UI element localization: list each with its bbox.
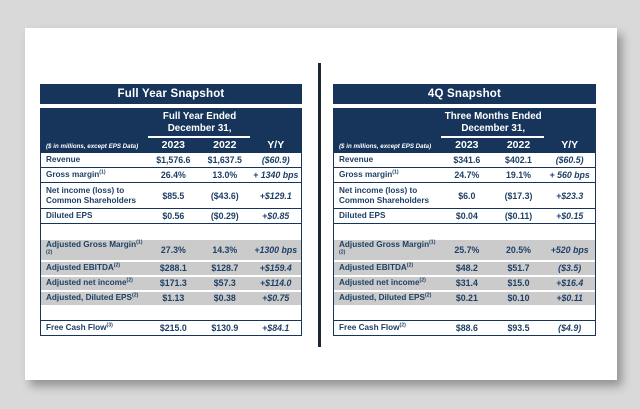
table-row [334,262,595,275]
value-yoy: + 1340 bps [253,170,299,180]
value-2023: $85.5 [162,190,185,201]
row-label: Adjusted Gross Margin$^{(1)(2)}$ [339,239,436,256]
row-label: Adjusted net income$^{(2)}$ [339,277,426,288]
footnote-marker: (2) [113,262,121,269]
table-row [334,209,595,224]
row-label: Revenue [339,155,374,165]
full-year-header-band [41,109,301,153]
column-header-2023: 2023 [161,139,185,151]
row-label: Gross margin$^{(1)}$ [339,169,399,180]
column-header-row [334,139,595,152]
row-label: Gross margin$^{(1)}$ [46,169,106,180]
value-2022: $51.7 [507,263,530,274]
units-note: ($ in millions, except EPS Data) [339,143,432,150]
value-2023: 25.7% [454,244,480,255]
value-2022: ($0.11) [504,211,533,221]
footnote-marker: (1)(2) [339,239,436,256]
table-row [334,240,595,260]
table-row [334,277,595,290]
period-heading [148,111,252,135]
value-2023: $0.21 [455,293,478,304]
value-yoy: + 560 bps [549,170,590,180]
value-yoy: +$23.3 [556,190,584,201]
fourth-quarter-header-band [334,109,595,153]
value-2022: 19.1% [506,170,531,180]
value-2023: 26.4% [160,170,186,180]
value-2023: $0.56 [162,211,185,221]
value-2023: $171.3 [159,278,187,289]
value-2022: ($43.6) [210,190,239,201]
table-row [334,321,595,335]
row-label: Net income (loss) to Common Shareholders [46,185,137,205]
value-2023: $0.04 [455,211,478,221]
column-header-yy: Y/Y [561,139,579,151]
fourth-quarter-rows [334,153,595,335]
footnote-marker: (2) [419,277,426,284]
table-row [41,209,301,224]
column-header-row [41,139,301,152]
row-label: Adjusted net income$^{(2)}$ [46,277,133,288]
full-year-title-bar: Full Year Snapshot [40,84,302,104]
value-yoy: +$16.4 [556,278,584,289]
spacer-row [41,307,301,321]
value-2023: $215.0 [159,322,187,333]
period-line1: Full Year Ended [162,111,237,122]
row-label: Diluted EPS [339,211,386,221]
value-2022: ($0.29) [210,211,239,221]
financial-snapshot-card [25,28,617,380]
row-label: Free Cash Flow$^{(3)}$ [46,322,113,332]
value-yoy: +$159.4 [259,263,292,274]
value-yoy: ($60.5) [555,155,584,165]
value-yoy: +$129.1 [259,190,292,201]
column-header-2022: 2022 [213,139,237,151]
period-line2: December 31, [461,122,526,134]
value-2023: 27.3% [160,244,186,255]
table-row [334,292,595,305]
value-2022: 14.3% [212,244,238,255]
spacer-row [334,224,595,240]
units-note: ($ in millions, except EPS Data) [46,143,139,150]
value-2022: ($17.3) [504,190,533,201]
row-label: Revenue [46,155,81,165]
value-2023: $6.0 [458,190,476,201]
fourth-quarter-table [333,108,596,336]
table-row [41,168,301,183]
value-2022: $57.3 [213,278,236,289]
value-2023: 24.7% [454,170,480,180]
value-2023: $31.4 [455,278,478,289]
spacer-row [334,307,595,321]
table-row [41,153,301,168]
row-label: Adjusted, Diluted EPS$^{(2)}$ [339,292,432,303]
footnote-marker: (1) [392,169,399,176]
value-2022: $15.0 [507,278,530,289]
period-heading [441,111,545,135]
row-label: Adjusted EBITDA$^{(2)}$ [339,262,414,273]
full-year-rows [41,153,301,335]
value-2022: $128.7 [211,263,239,274]
value-2022: 20.5% [506,244,531,255]
value-2022: $0.10 [507,293,530,304]
row-label: Diluted EPS [46,211,93,221]
value-yoy: ($4.9) [558,322,582,333]
footnote-marker: (2) [399,322,406,329]
period-underline [441,136,544,138]
footnote-marker: (1)(2) [46,239,143,256]
table-row [41,292,301,305]
footnote-marker: (1) [99,169,106,176]
value-yoy: +$114.0 [260,278,292,289]
footnote-marker: (2) [131,292,139,299]
row-label: Net income (loss) to Common Shareholders [339,185,430,205]
table-row [41,262,301,275]
period-line1: Three Months Ended [444,111,542,122]
row-label: Adjusted, Diluted EPS$^{(2)}$ [46,292,139,303]
value-yoy: ($60.9) [261,155,290,165]
footnote-marker: (2) [126,277,133,284]
spacer-row [41,224,301,240]
value-yoy: +$0.11 [556,293,583,304]
value-2023: $1,576.6 [156,155,191,165]
table-row [41,183,301,209]
column-header-2022: 2022 [506,139,531,151]
footnote-marker: (3) [106,322,113,329]
vertical-divider [318,63,321,347]
period-underline [148,136,251,138]
value-2022: 13.0% [212,170,238,180]
column-header-2023: 2023 [455,139,479,151]
value-yoy: +$84.1 [262,322,290,333]
value-2023: $48.2 [455,263,478,274]
value-yoy: +$0.15 [556,211,584,221]
value-2022: $130.9 [211,322,239,333]
fourth-quarter-snapshot-section [333,84,596,336]
value-yoy: ($3.5) [558,263,582,274]
value-2022: $1,637.5 [207,155,242,165]
value-2023: $88.6 [455,322,478,333]
footnote-marker: (2) [424,292,432,299]
row-label: Adjusted Gross Margin$^{(1)(2)}$ [46,239,143,256]
value-2023: $341.6 [453,155,481,165]
period-line2: December 31, [167,122,232,134]
fourth-quarter-title-bar: 4Q Snapshot [333,84,596,104]
footnote-marker: (2) [406,262,414,269]
value-yoy: +520 bps [550,244,589,255]
value-yoy: +$0.85 [262,211,290,221]
column-header-yy: Y/Y [267,139,285,151]
value-yoy: +$0.75 [262,293,290,304]
full-year-snapshot-section [40,84,302,336]
value-2022: $93.5 [507,322,530,333]
table-row [41,277,301,290]
table-row [41,321,301,335]
table-row [334,153,595,168]
full-year-table [40,108,302,336]
value-yoy: +1300 bps [254,244,298,255]
row-label: Free Cash Flow$^{(2)}$ [339,322,406,332]
value-2023: $288.1 [159,263,187,274]
value-2022: $402.1 [505,155,532,165]
table-row [41,240,301,260]
table-row [334,168,595,183]
value-2023: $1.13 [162,293,185,304]
row-label: Adjusted EBITDA$^{(2)}$ [46,262,121,273]
value-2022: $0.38 [213,293,236,304]
table-row [334,183,595,209]
